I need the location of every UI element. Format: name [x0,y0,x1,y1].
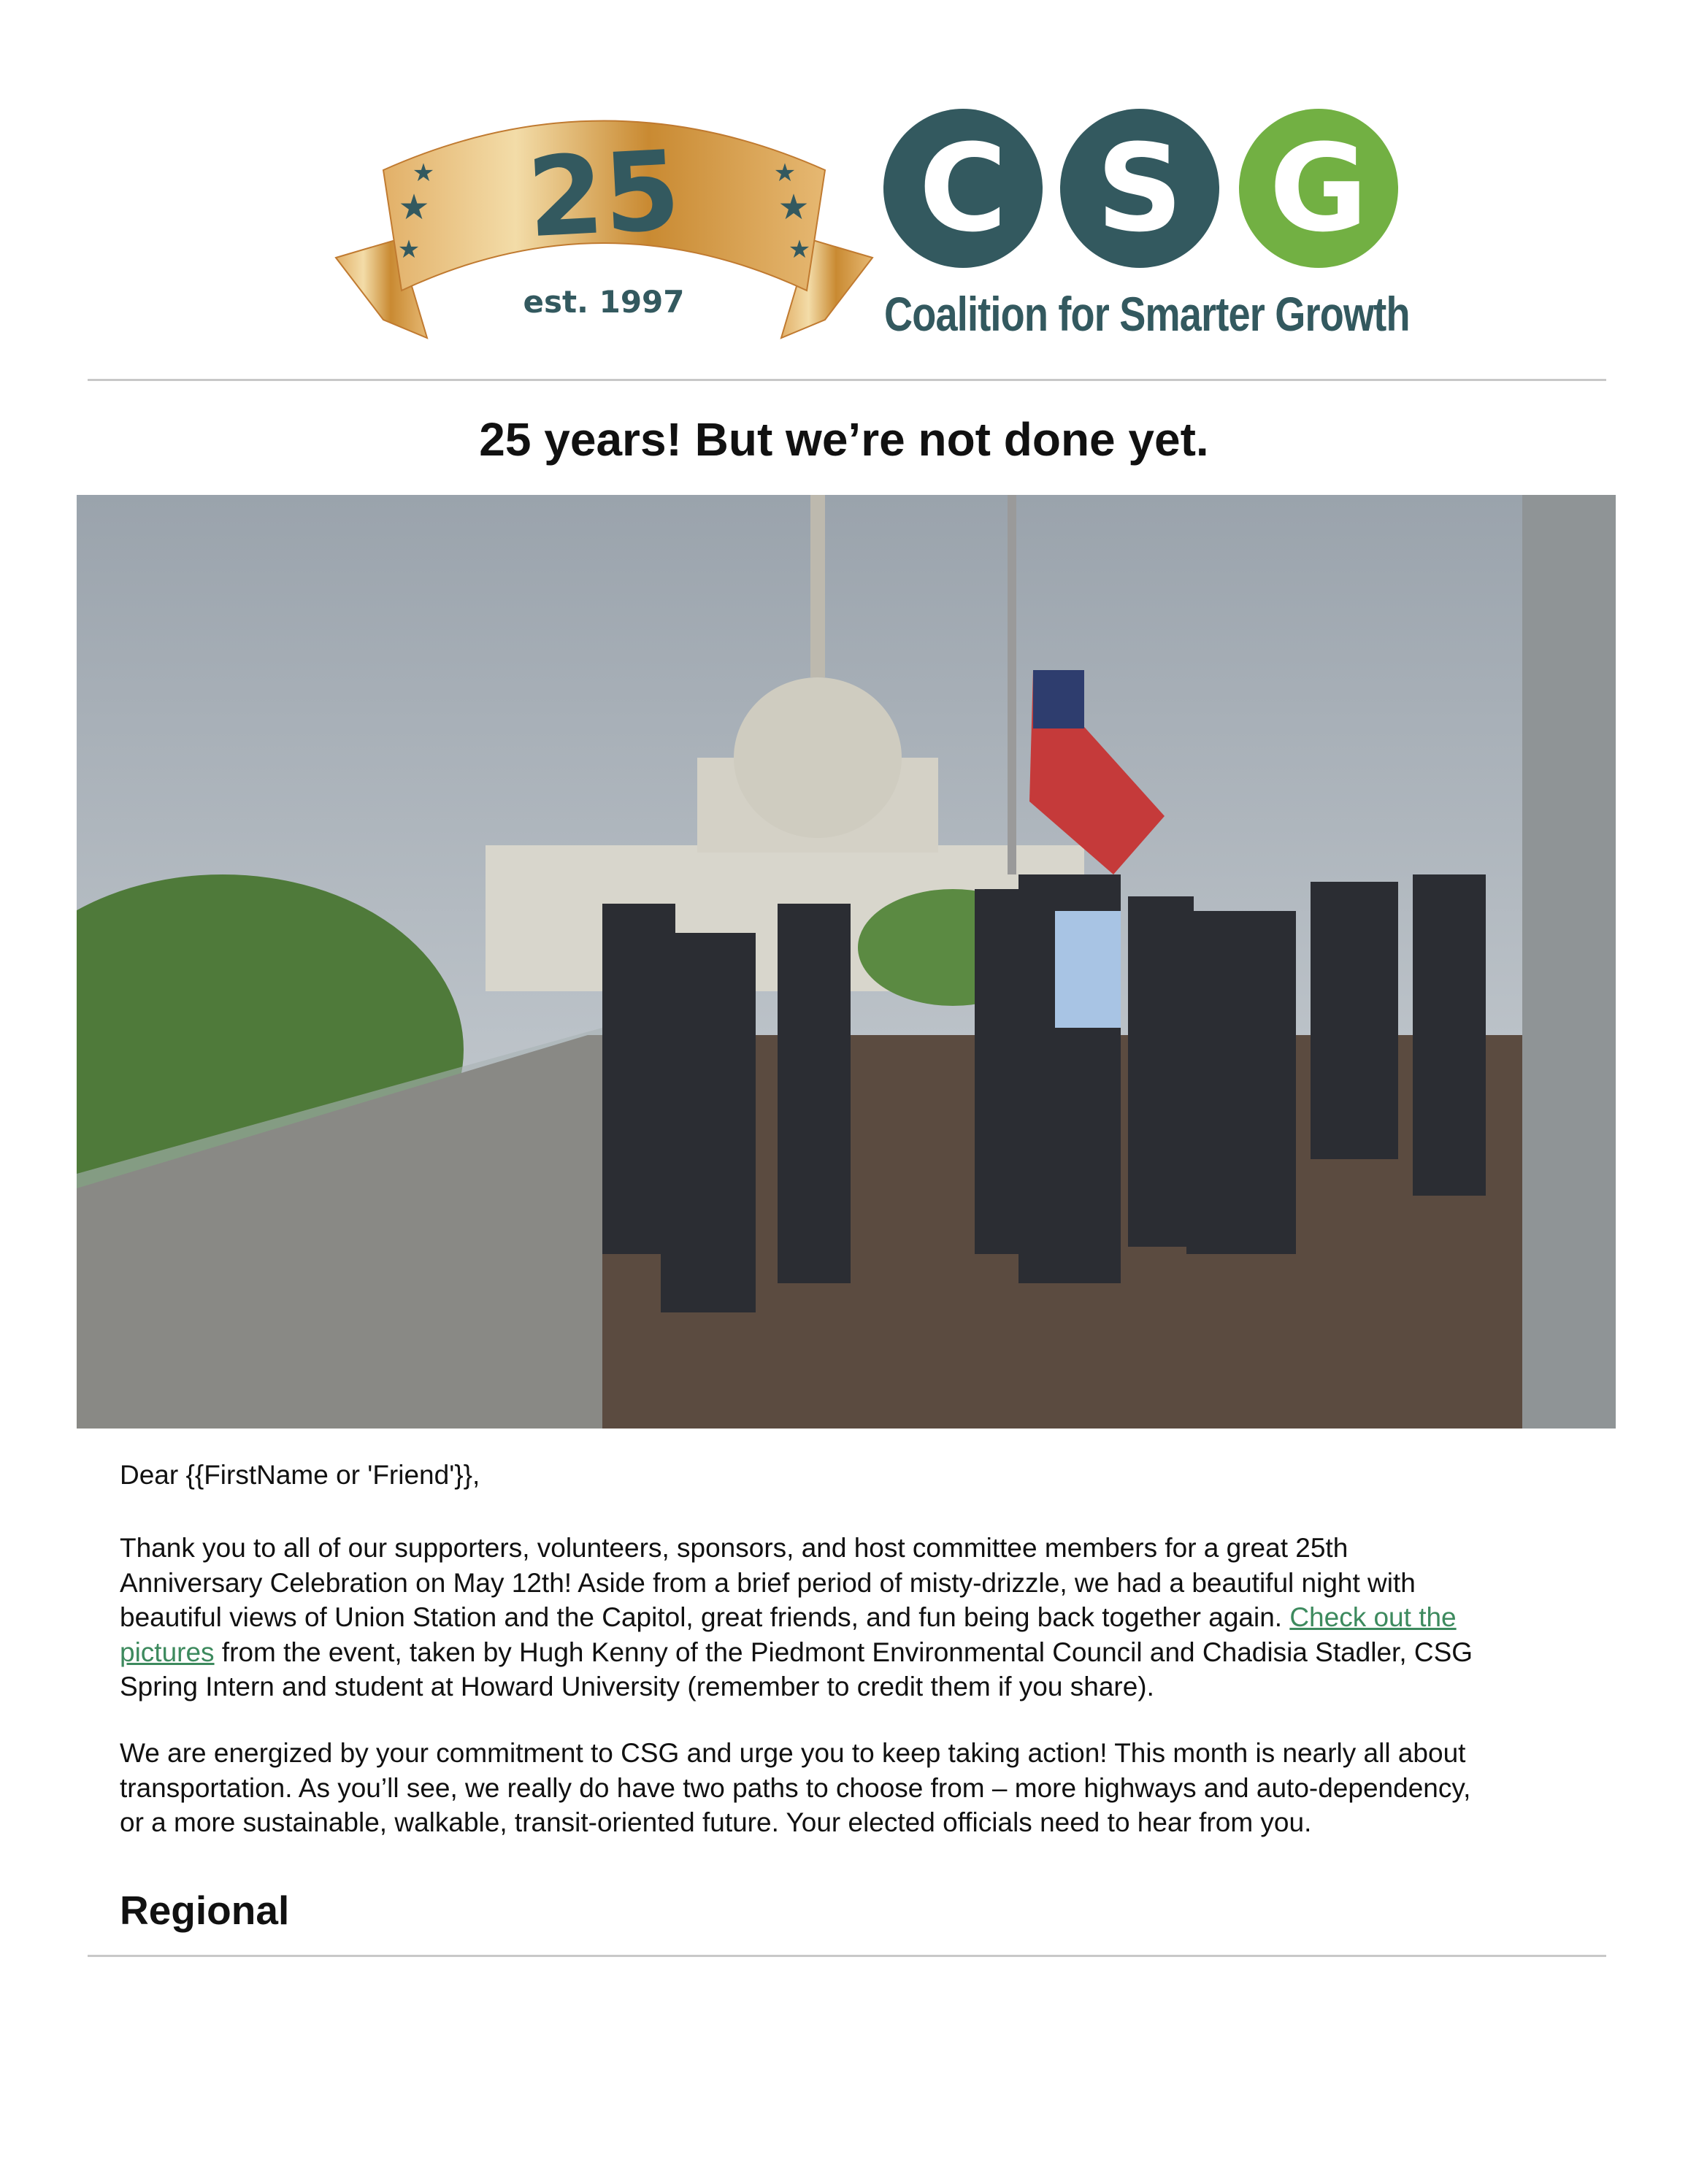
paragraph-line: or a more sustainable, walkable, transit-oriented future. Your elected officials need to hear from you. [120,1807,1312,1837]
svg-text:★: ★ [788,235,811,264]
headline: 25 years! But we’re not done yet. [479,413,1209,466]
paragraph-text: beautiful views of Union Station and the Capitol, great friends, and fun being back together again. [120,1602,1290,1632]
established-text: est. 1997 [523,284,685,320]
divider-top [88,379,1606,381]
paragraph-action [120,1736,1470,1840]
paragraph-thank-you [120,1531,1473,1704]
paragraph-line: We are energized by your commitment to CSG and urge you to keep taking action! This month is nearly all about [120,1738,1466,1768]
paragraph-line [120,1600,1473,1635]
logo-letter-s: S [1060,109,1219,268]
paragraph-line: transportation. As you’ll see, we really do have two paths to choose from – more highways and auto-dependency, [120,1772,1471,1803]
org-name: Coalition for Smarter Growth [884,287,1410,341]
divider-bottom [88,1955,1606,1957]
paragraph-line: Thank you to all of our supporters, volunteers, sponsors, and host committee members for a great 25th [120,1533,1349,1563]
paragraph-line: Spring Intern and student at Howard University (remember to credit them if you share). [120,1672,1154,1702]
svg-text:★: ★ [398,187,430,228]
svg-text:★: ★ [412,158,435,188]
logo-letter-c: C [883,109,1043,268]
pictures-link-continued[interactable]: pictures [120,1637,215,1667]
anniversary-number: 25 [524,127,683,263]
greeting: Dear {{FirstName or 'Friend'}}, [120,1460,480,1490]
svg-text:★: ★ [778,187,810,228]
paragraph-text: from the event, taken by Hugh Kenny of the Piedmont Environmental Council and Chadisia Stadler, CSG [214,1637,1473,1667]
anniversary-ribbon-logo [332,101,876,345]
paragraph-line: Anniversary Celebration on May 12th! Aside from a brief period of misty-drizzle, we had a beautiful night with [120,1567,1416,1598]
section-heading-regional: Regional [120,1888,290,1933]
logo-letter-g: G [1239,109,1398,268]
svg-text:★: ★ [397,235,421,264]
paragraph-line [120,1635,1473,1670]
svg-text:★: ★ [773,158,797,188]
pictures-link[interactable]: Check out the [1289,1602,1457,1632]
event-photo [77,495,1616,1429]
